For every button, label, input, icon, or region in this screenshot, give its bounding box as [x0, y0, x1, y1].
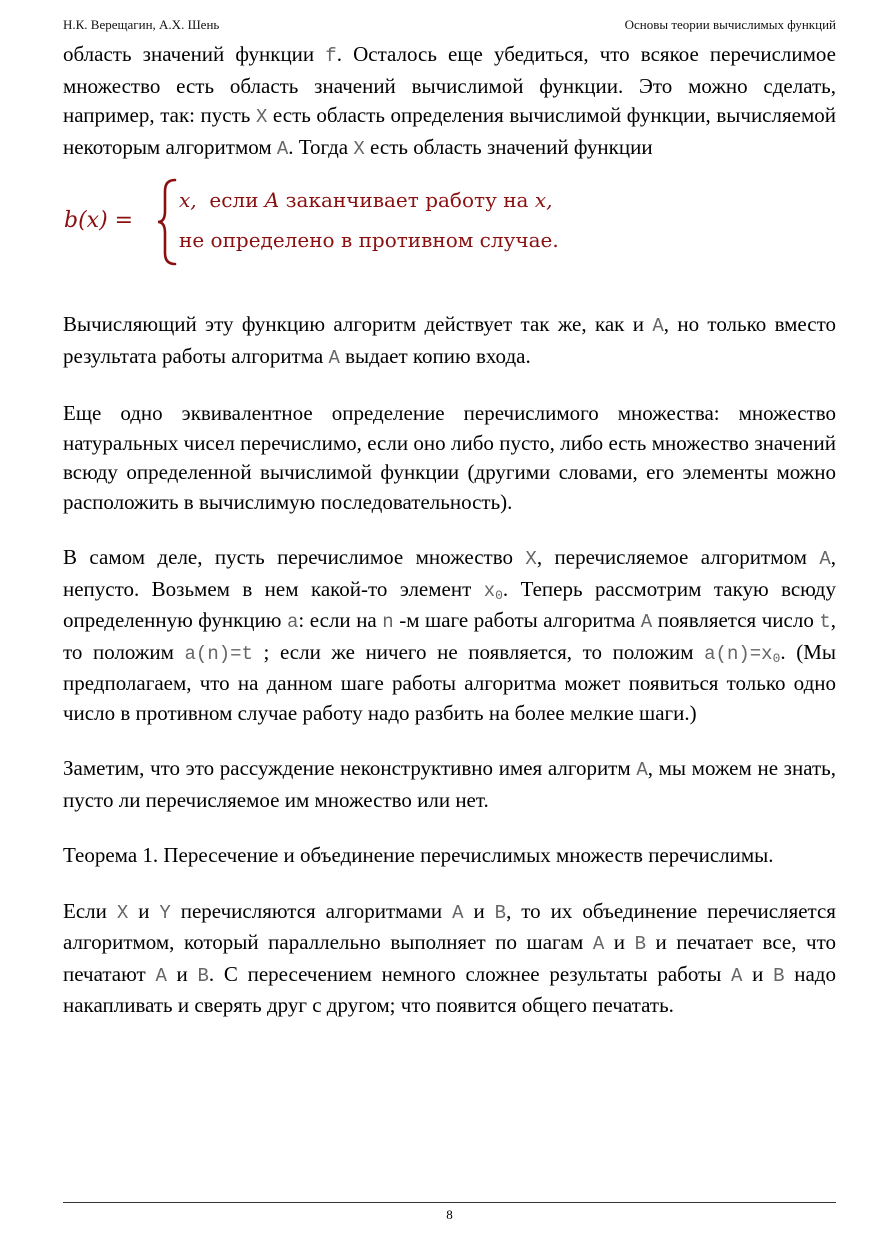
paragraph-1 — [63, 40, 836, 164]
code-B: B — [494, 901, 507, 924]
formula-var: x, — [179, 188, 197, 212]
text: перечисляются алгоритмами — [170, 898, 453, 923]
formula-case-2: не определено в противном случае. — [179, 228, 559, 252]
text: , мы можем не знать, пусто ли перечисляемое им множество или нет. — [63, 756, 836, 812]
paragraph-2 — [63, 310, 836, 373]
text: есть область определения вычислимой функции, вычисляемой некоторым алгоритмом — [63, 103, 836, 159]
code-n: n — [382, 611, 394, 633]
code-B: B — [634, 933, 646, 955]
code-a-n-eq-t: a(n)=t — [184, 642, 253, 665]
text: и печатает все, что печатают — [63, 930, 836, 986]
text: Заметим, что это рассуждение неконструктивно имея алгоритм — [63, 756, 637, 780]
text: . Осталось еще убедиться, что всякое перечислимое множество есть область значений вычислимой функции. Это можно сделать, например, так: пусть — [63, 42, 836, 127]
code-A: A — [328, 346, 340, 369]
document-page — [63, 0, 836, 1241]
text: и — [128, 898, 160, 923]
formula-text: если — [209, 188, 259, 212]
code-X: X — [353, 137, 365, 160]
text: . Теперь рассмотрим такую всюду определенную функцию — [63, 576, 836, 632]
text: Если — [63, 898, 117, 923]
page-content — [63, 40, 836, 1047]
formula-b-of-x — [63, 172, 836, 290]
code-a: a — [287, 611, 299, 633]
code-X: X — [116, 901, 129, 924]
code-a-n-eq-x0 — [704, 643, 780, 665]
formula-text: заканчивает работу на — [285, 188, 529, 212]
text: есть область значений функции — [364, 134, 653, 159]
code-A: A — [155, 964, 167, 987]
footer-divider — [63, 1202, 836, 1203]
formula-lhs: b(x) = — [64, 208, 134, 233]
text: : если на — [298, 608, 383, 632]
text: , непусто. Возьмем в нем какой-то элемент — [63, 545, 836, 601]
text: выдает копию входа. — [339, 343, 531, 368]
text: ; если же ничего не появляется, то положим — [252, 639, 705, 664]
code-t: t — [819, 611, 831, 633]
paragraph-3 — [63, 399, 836, 517]
code-A: A — [640, 611, 653, 633]
text: В самом деле, пусть перечислимое множество — [63, 545, 526, 569]
paragraph-4 — [63, 543, 836, 728]
text: и — [604, 930, 635, 954]
code-A: A — [652, 315, 664, 337]
text: , то положим — [63, 608, 837, 664]
header-title: Основы теории вычислимых функций — [624, 17, 836, 32]
text: , но только вместо результата работы алгоритма — [63, 312, 837, 368]
code-A: A — [452, 901, 464, 924]
code-A: A — [592, 933, 605, 955]
formula-var: A — [264, 188, 280, 212]
code-B: B — [197, 964, 209, 987]
formula-var: x, — [534, 188, 553, 212]
text: . Тогда — [288, 134, 354, 159]
paragraph-5 — [63, 754, 836, 815]
text: надо накапливать и сверять друг с другом; что появится общего печатать. — [63, 961, 836, 1017]
code-X: X — [525, 548, 537, 570]
text: . С пересечением немного сложнее результаты работы — [208, 961, 732, 986]
formula-case-1 — [179, 188, 552, 212]
header-authors: Н.К. Верещагин, А.Х. Шень — [63, 17, 220, 32]
text: , то их объединение перечисляется алгоритмом, который параллельно выполняет по шагам — [63, 898, 836, 954]
paragraph-7 — [63, 897, 836, 1021]
left-brace-icon — [156, 177, 178, 267]
code-A: A — [819, 548, 831, 570]
text: Вычисляющий эту функцию алгоритм действует так же, как и — [63, 312, 653, 336]
theorem-1 — [63, 841, 836, 871]
text: и — [463, 898, 495, 923]
code-X: X — [255, 106, 268, 128]
running-header — [63, 17, 836, 33]
subscript: 0 — [495, 587, 503, 603]
text: Еще одно эквивалентное определение перечислимого множества: множество натуральных чисел перечислимо, если оно либо пусто, либо есть множество значений всюду определенной вычислимой функции (другими словами, его элементы можно расположить в вычислимую последовательность). — [63, 401, 836, 514]
text: появляется число — [652, 608, 820, 632]
text: и — [742, 961, 774, 986]
code-B: B — [773, 964, 785, 987]
code-x: x — [483, 579, 496, 602]
code-A: A — [276, 137, 289, 160]
code-Y: Y — [159, 901, 171, 924]
code-A: A — [636, 759, 648, 781]
text: Теорема 1. Пересечение и объединение перечислимых множеств перечислимы. — [63, 843, 774, 867]
text: -м шаге работы алгоритма — [393, 608, 641, 632]
text: . (Мы предполагаем, что на данном шаге работы алгоритма может появиться только одно число в противном случае работу надо разбить на более мелкие шаги.) — [63, 639, 836, 725]
text: и — [166, 961, 198, 986]
code-text: a(n)=x — [704, 642, 773, 665]
code-x0 — [484, 580, 503, 602]
page-number: 8 — [446, 1207, 453, 1222]
text: , перечисляемое алгоритмом — [536, 545, 820, 569]
text: область значений функции — [63, 42, 326, 66]
subscript: 0 — [772, 650, 781, 666]
code-f: f — [325, 45, 337, 67]
code-A: A — [731, 964, 743, 987]
